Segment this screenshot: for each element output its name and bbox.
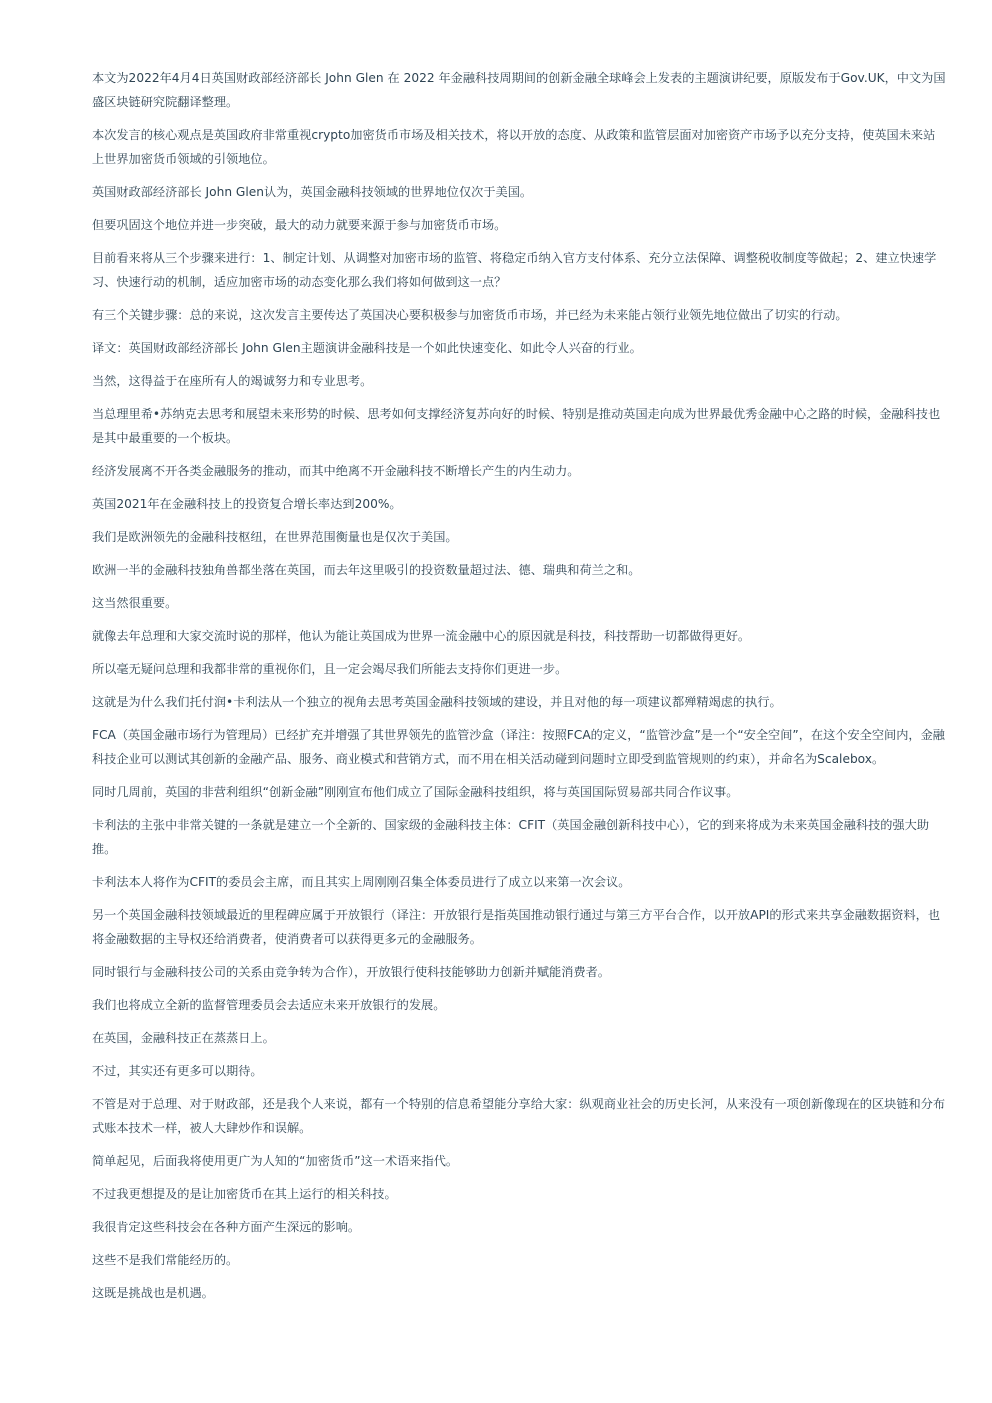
paragraph: 英国财政部经济部长 John Glen认为，英国金融科技领域的世界地位仅次于美国。	[92, 185, 533, 199]
paragraph: 同时银行与金融科技公司的关系由竞争转为合作），开放银行使科技能够助力创新并赋能消费者。	[92, 965, 610, 979]
paragraph: 所以毫无疑问总理和我都非常的重视你们，且一定会竭尽我们所能去支持你们更进一步。	[92, 662, 568, 676]
paragraph: 经济发展离不开各类金融服务的推动，而其中绝离不开金融科技不断增长产生的内生动力。	[92, 464, 580, 478]
paragraph: 在英国，金融科技正在蒸蒸日上。	[92, 1031, 275, 1045]
paragraph: 欧洲一半的金融科技独角兽都坐落在英国，而去年这里吸引的投资数量超过法、德、瑞典和荷兰之和。	[92, 563, 641, 577]
paragraph: 卡利法的主张中非常关键的一条就是建立一个全新的、国家级的金融科技主体：CFIT（英国金融创新科技中心），它的到来将成为未来英国金融科技的强大助推。	[92, 818, 930, 856]
paragraph: FCA（英国金融市场行为管理局）已经扩充并增强了其世界领先的监管沙盒（译注：按照FCA的定义，“监管沙盒”是一个“安全空间”，在这个安全空间内，金融科技企业可以测试其创新的金融产品、服务、商业模式和营销方式，而不用在相关活动碰到问题时立即受到监管规则的约束），并命名为Scalebox。	[92, 728, 945, 766]
paragraph: 我们也将成立全新的监督管理委员会去适应未来开放银行的发展。	[92, 998, 446, 1012]
paragraph: 当然，这得益于在座所有人的竭诚努力和专业思考。	[92, 374, 373, 388]
paragraph-core-view: 本次发言的核心观点是英国政府非常重视crypto加密货币市场及相关技术，将以开放的态度、从政策和监管层面对加密资产市场予以充分支持，使英国未来站上世界加密货币领域的引领地位。	[92, 128, 936, 166]
paragraph: 同时几周前，英国的非营利组织“创新金融”刚刚宣布他们成立了国际金融科技组织，将与英国国际贸易部共同合作议事。	[92, 785, 739, 799]
paragraph-translation-start: 译文：英国财政部经济部长 John Glen主题演讲金融科技是一个如此快速变化、如此令人兴奋的行业。	[92, 341, 642, 355]
paragraph-final: 这既是挑战也是机遇。	[92, 1286, 214, 1300]
paragraph: 简单起见，后面我将使用更广为人知的“加密货币”这一术语来指代。	[92, 1154, 459, 1168]
paragraph: 有三个关键步骤：总的来说，这次发言主要传达了英国决心要积极参与加密货币市场，并已经为未来能占领行业领先地位做出了切实的行动。	[92, 308, 848, 322]
paragraph: 当总理里希•苏纳克去思考和展望未来形势的时候、思考如何支撑经济复苏向好的时候、特别是推动英国走向成为世界最优秀金融中心之路的时候，金融科技也是其中最重要的一个板块。	[92, 407, 941, 445]
paragraph: 不过，其实还有更多可以期待。	[92, 1064, 263, 1078]
paragraph: 不管是对于总理、对于财政部，还是我个人来说，都有一个特别的信息希望能分享给大家：纵观商业社会的历史长河，从来没有一项创新像现在的区块链和分布式账本技术一样，被人大肆炒作和误解。	[92, 1097, 946, 1135]
paragraph: 但要巩固这个地位并进一步突破，最大的动力就要来源于参与加密货币市场。	[92, 218, 507, 232]
paragraph-intro: 本文为2022年4月4日英国财政部经济部长 John Glen 在 2022 年金融科技周期间的创新金融全球峰会上发表的主题演讲纪要，原版发布于Gov.UK，中文为国盛区块链研究院翻译整理。	[92, 71, 946, 109]
document-body	[92, 66, 946, 1314]
paragraph: 卡利法本人将作为CFIT的委员会主席，而且其实上周刚刚召集全体委员进行了成立以来第一次会议。	[92, 875, 631, 889]
paragraph: 这些不是我们常能经历的。	[92, 1253, 239, 1267]
paragraph: 这当然很重要。	[92, 596, 178, 610]
paragraph: 英国2021年在金融科技上的投资复合增长率达到200%。	[92, 497, 402, 511]
paragraph: 就像去年总理和大家交流时说的那样，他认为能让英国成为世界一流金融中心的原因就是科技，科技帮助一切都做得更好。	[92, 629, 751, 643]
paragraph: 这就是为什么我们托付润•卡利法从一个独立的视角去思考英国金融科技领域的建设，并且对他的每一项建议都殚精竭虑的执行。	[92, 695, 782, 709]
paragraph: 另一个英国金融科技领域最近的里程碑应属于开放银行（译注：开放银行是指英国推动银行通过与第三方平台合作，以开放API的形式来共享金融数据资料，也将金融数据的主导权还给消费者，使消费者可以获得更多元的金融服务。	[92, 908, 941, 946]
paragraph: 目前看来将从三个步骤来进行：1、制定计划、从调整对加密市场的监管、将稳定币纳入官方支付体系、充分立法保障、调整税收制度等做起；2、建立快速学习、快速行动的机制，适应加密市场的动态变化那么我们将如何做到这一点？	[92, 251, 937, 289]
paragraph: 我们是欧洲领先的金融科技枢纽，在世界范围衡量也是仅次于美国。	[92, 530, 458, 544]
paragraph: 我很肯定这些科技会在各种方面产生深远的影响。	[92, 1220, 361, 1234]
paragraph: 不过我更想提及的是让加密货币在其上运行的相关科技。	[92, 1187, 397, 1201]
